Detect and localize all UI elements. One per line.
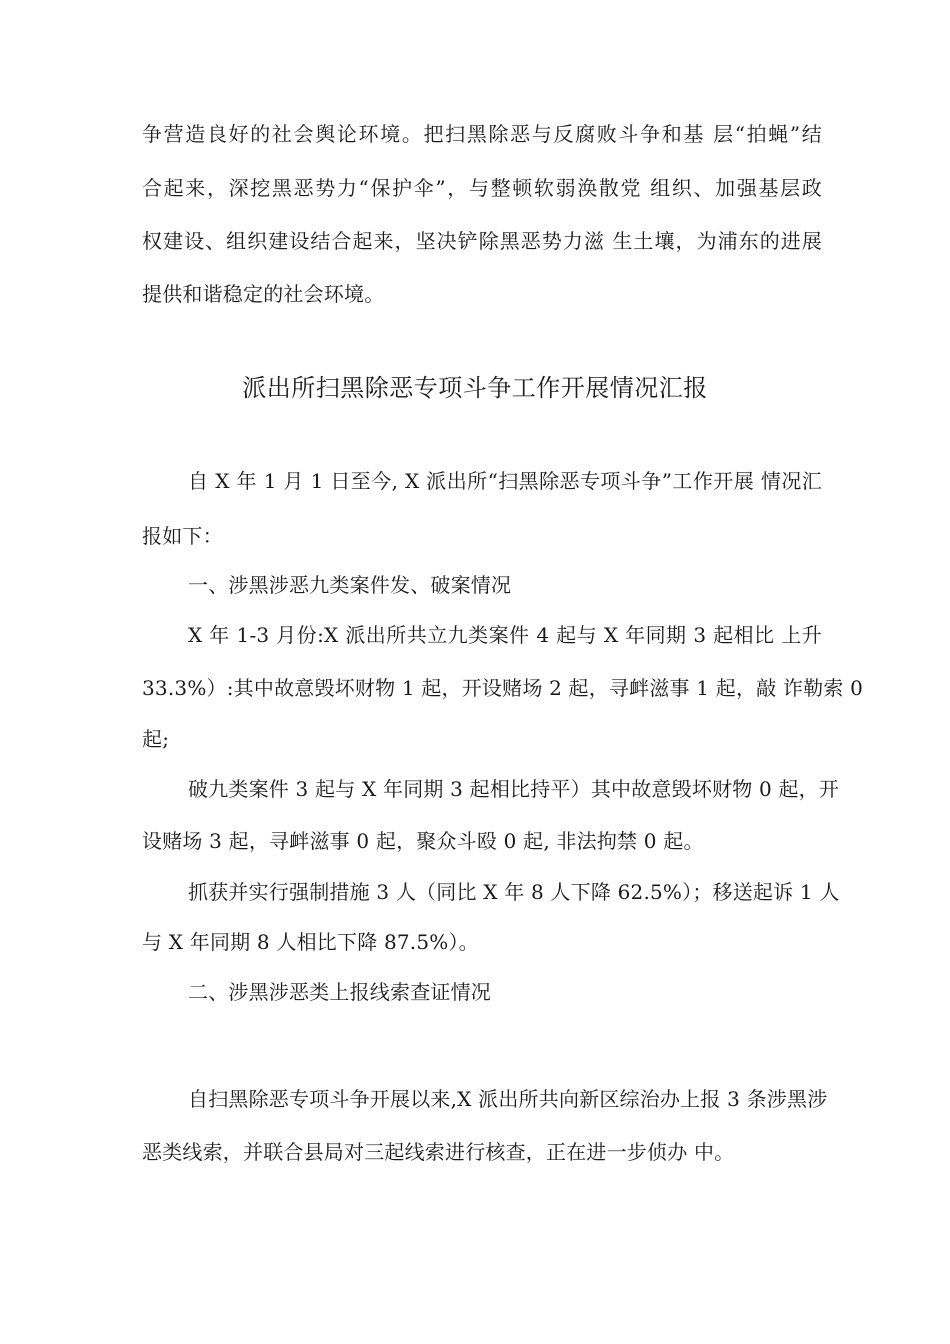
filed-line-3: 起; [142,727,170,751]
opening-line-1: 自 X 年 1 月 1 日至今, X 派出所“扫黑除恶专项斗争”工作开展 情况汇 [188,469,822,493]
section-1-heading: 一、涉黑涉恶九类案件发、破案情况 [188,573,512,597]
section-2-heading: 二、涉黑涉恶类上报线索查证情况 [188,980,491,1004]
opening-line-2: 报如下： [142,524,223,548]
intro-line-3: 权建设、组织建设结合起来，坚决铲除黑恶势力滋 生土壤，为浦东的进展 [142,229,822,253]
report-title: 派出所扫黑除恶专项斗争工作开展情况汇报 [242,374,708,402]
intro-line-1: 争营造良好的社会舆论环境。把扫黑除恶与反腐败斗争和基 层“拍蝇”结 [142,122,822,146]
intro-line-4: 提供和谐稳定的社会环境。 [142,282,385,306]
solved-line-2: 设赌场 3 起，寻衅滋事 0 起，聚众斗殴 0 起, 非法拘禁 0 起。 [142,829,704,853]
intro-line-2: 合起来，深挖黑恶势力“保护伞”，与整顿软弱涣散党 组织、加强基层政 [142,176,822,200]
solved-line-1: 破九类案件 3 起与 X 年同期 3 起相比持平）其中故意毁坏财物 0 起，开 [188,777,840,801]
measures-line-1: 抓获并实行强制措施 3 人（同比 X 年 8 人下降 62.5%）；移送起诉 1 人 [188,880,840,904]
measures-line-2: 与 X 年同期 8 人相比下降 87.5%）。 [142,930,479,954]
clues-line-1: 自扫黑除恶专项斗争开展以来,X 派出所共向新区综治办上报 3 条涉黑涉 [188,1087,828,1111]
filed-line-2: 33.3%）:其中故意毁坏财物 1 起，开设赌场 2 起，寻衅滋事 1 起，敲 诈勒索 0 [142,676,864,700]
filed-line-1: X 年 1-3 月份:X 派出所共立九类案件 4 起与 X 年同期 3 起相比 上升 [188,623,822,647]
clues-line-2: 恶类线索，并联合县局对三起线索进行核查，正在进一步侦办 中。 [142,1140,735,1164]
